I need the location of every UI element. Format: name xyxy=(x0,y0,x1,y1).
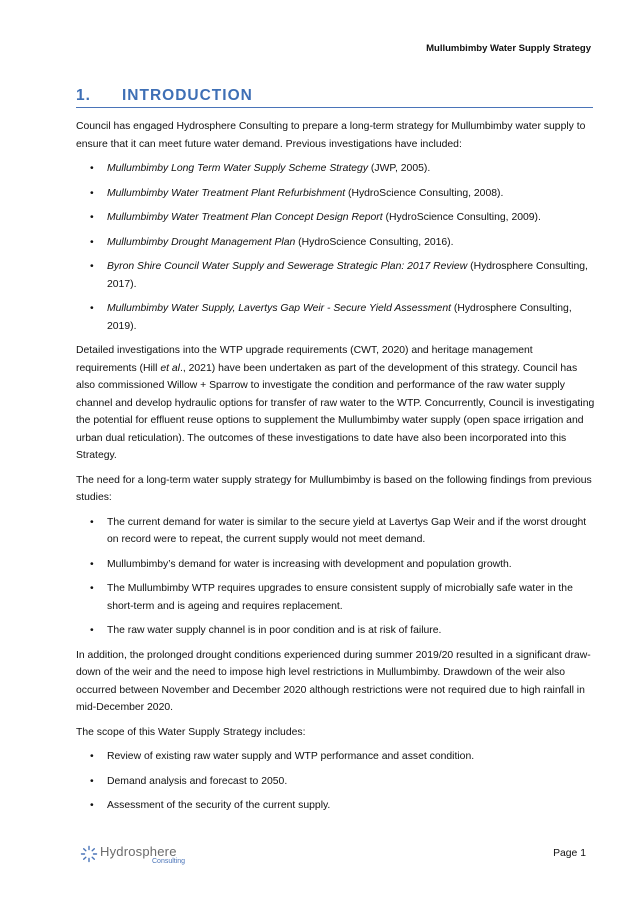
report-title: Mullumbimby Water Treatment Plant Refurbishment xyxy=(107,187,346,199)
report-title: Mullumbimby Drought Management Plan xyxy=(107,236,296,248)
report-source: (HydroScience Consulting, 2016). xyxy=(295,236,454,248)
report-title: Mullumbimby Long Term Water Supply Scheme Strategy xyxy=(107,163,369,174)
list-item xyxy=(107,185,595,203)
detailed-investigations-paragraph: Detailed investigations into the WTP upgrade requirements (CWT, 2020) and heritage management requirements (Hill et al., 2021) have been undertaken as part of the development of this strategy. Council has also commissioned Willow + Sparrow to investigate the condition and performance of the raw water supply channel and develop hydraulic options for transfer of raw water to the WTP. Concurrently, Council is investigating the potential for effluent reuse options to supplement the Mullumbimby water supply (open space irrigation and urban dual reticulation). The outcomes of these investigations to date have also been incorporated into this Strategy. xyxy=(76,345,595,461)
report-title: Mullumbimby Water Treatment Plan Concept Design Report xyxy=(107,212,383,223)
report-source: (HydroScience Consulting, 2009). xyxy=(382,212,541,223)
list-item xyxy=(107,258,595,293)
scope-list xyxy=(76,748,595,815)
list-item: • The raw water supply channel is in poor condition and is at risk of failure. xyxy=(107,622,595,640)
list-item: • The Mullumbimby WTP requires upgrades to ensure consistent supply of microbially safe water in the short-term and is ageing and requires replacement. xyxy=(107,580,595,615)
logo-text: Hydrosphere xyxy=(100,844,177,859)
section-title: INTRODUCTION xyxy=(122,87,253,104)
report-source: (JWP, 2005). xyxy=(368,163,431,174)
section-number: 1. xyxy=(76,87,91,104)
list-item xyxy=(107,160,595,178)
list-item: • Mullumbimby’s demand for water is increasing with development and population growth. xyxy=(107,556,595,574)
drought-paragraph: In addition, the prolonged drought conditions experienced during summer 2019/20 resulted in a significant draw-down of the weir and the need to impose high level restrictions in Mullumbimby. Drawdown of the weir also occurred between November and December 2020 although restrictions were not required due to high rainfall in mid-December 2020. xyxy=(76,649,591,713)
list-item xyxy=(107,234,595,252)
sunburst-icon xyxy=(80,845,98,863)
scope-paragraph: The scope of this Water Supply Strategy includes: xyxy=(76,726,306,738)
report-title: Mullumbimby Water Supply, Lavertys Gap Weir - Secure Yield Assessment xyxy=(107,303,451,314)
list-item xyxy=(107,300,595,335)
list-item: • The current demand for water is similar to the secure yield at Lavertys Gap Weir and if the worst drought on record were to repeat, the current supply would not meet demand. xyxy=(107,514,595,549)
list-item: • Review of existing raw water supply and WTP performance and asset condition. xyxy=(107,748,595,766)
intro-paragraph: Council has engaged Hydrosphere Consulting to prepare a long-term strategy for Mullumbimby water supply to ensure that it can meet future water demand. Previous investigations have included: xyxy=(76,121,586,150)
company-logo xyxy=(80,843,190,869)
list-item xyxy=(107,209,595,227)
report-source: (Hydrosphere Consulting, 2017). xyxy=(107,261,588,290)
running-header: Mullumbimby Water Supply Strategy xyxy=(426,43,591,54)
report-source: (Hydrosphere Consulting, 2019). xyxy=(107,303,572,332)
list-item: • Demand analysis and forecast to 2050. xyxy=(107,773,595,791)
page-number: Page 1 xyxy=(553,848,586,859)
list-item: • Assessment of the security of the current supply. xyxy=(107,797,595,815)
findings-list xyxy=(76,514,595,640)
body-content xyxy=(76,118,595,822)
logo-subtext: Consulting xyxy=(152,858,186,865)
report-title: Byron Shire Council Water Supply and Sewerage Strategic Plan: 2017 Review xyxy=(107,261,468,272)
report-source: (HydroScience Consulting, 2008). xyxy=(345,187,504,199)
section-heading xyxy=(76,87,593,108)
previous-investigations-list xyxy=(76,160,595,335)
need-paragraph: The need for a long-term water supply strategy for Mullumbimby is based on the following findings from previous studies: xyxy=(76,474,592,503)
